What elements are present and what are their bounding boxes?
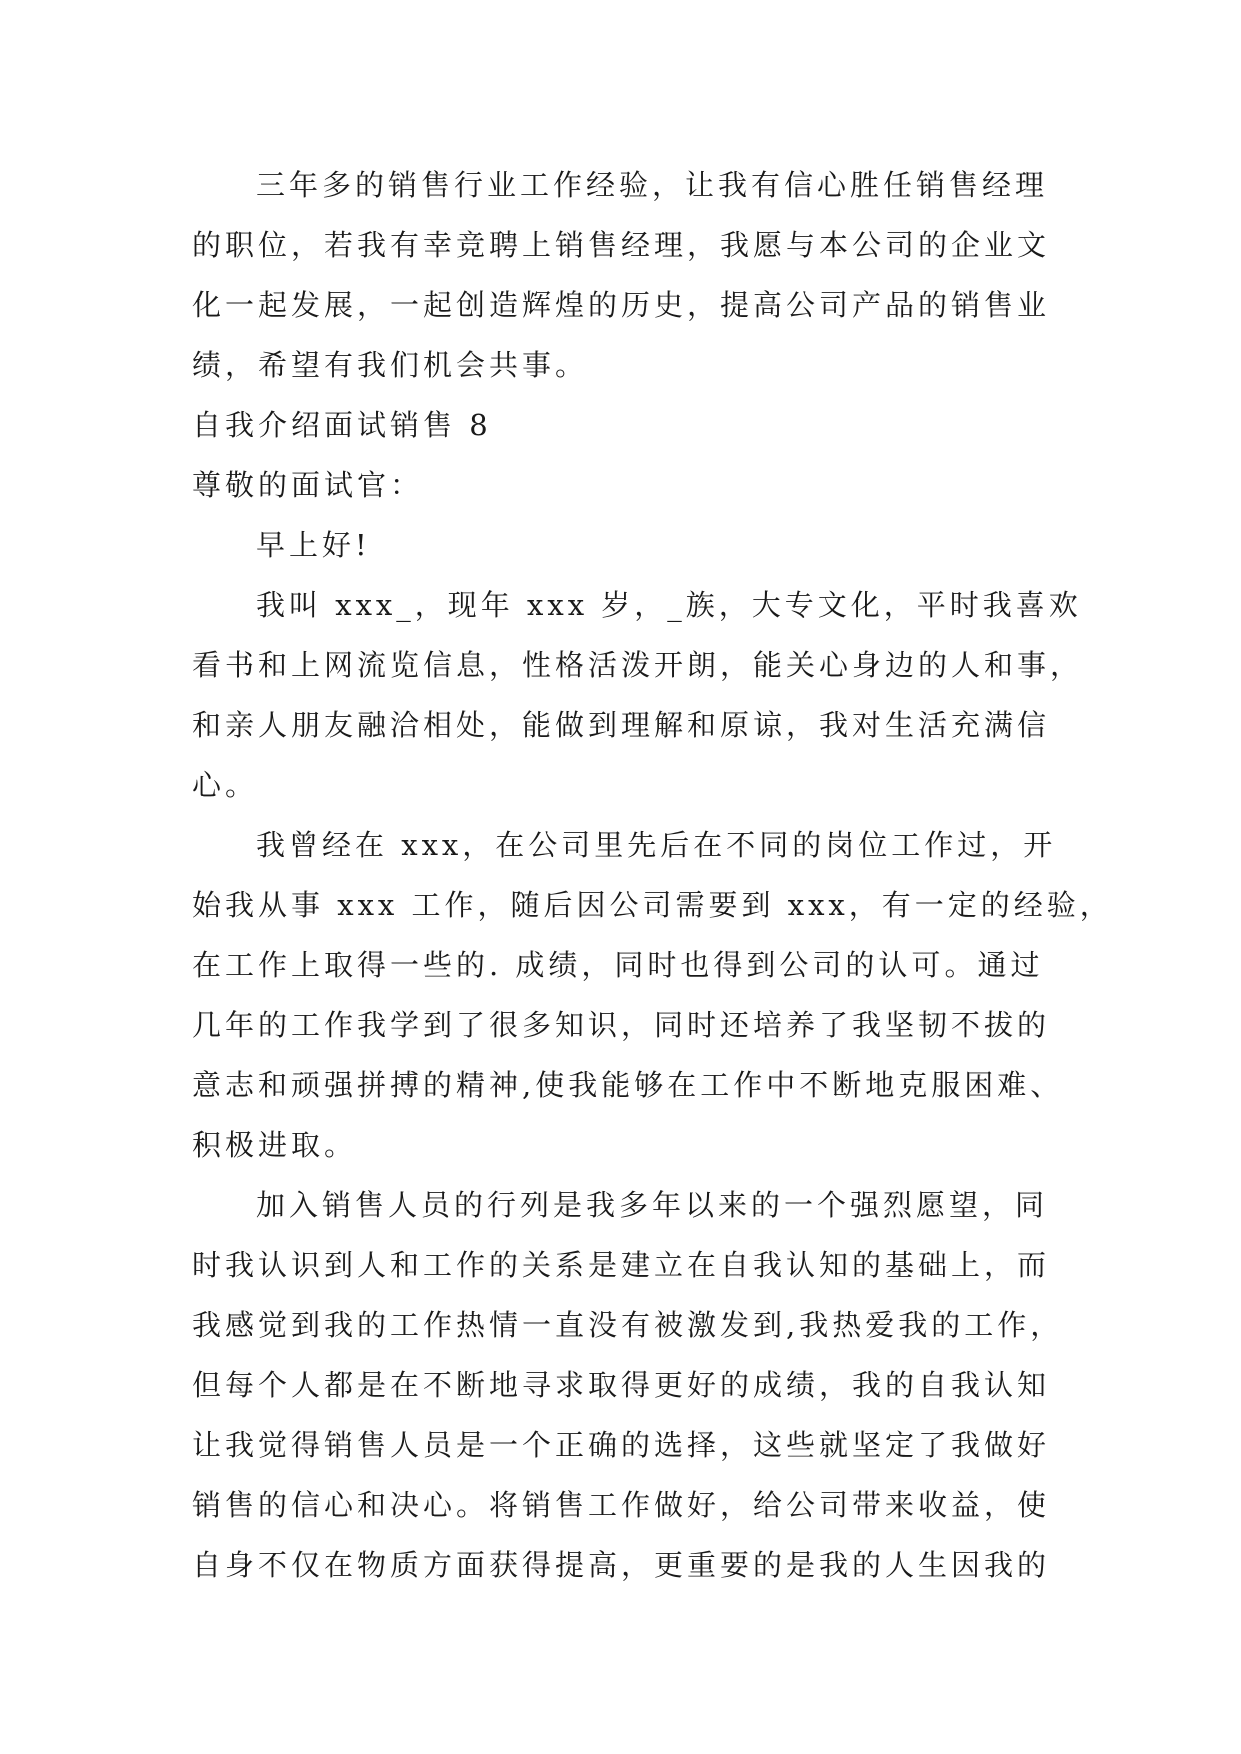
salutation: 尊敬的面试官： (192, 468, 424, 502)
text-line: 看书和上网流览信息，性格活泼开朗，能关心身边的人和事， (192, 648, 1084, 682)
text-line: 和亲人朋友融洽相处，能做到理解和原谅，我对生活充满信 (192, 708, 1051, 742)
document-body (192, 155, 1113, 1595)
paragraph-3 (192, 815, 1113, 1175)
text-line: 心。 (192, 768, 259, 802)
text-line: 意志和顽强拼搏的精神,使我能够在工作中不断地克服困难、 (192, 1068, 1064, 1102)
text-line: 三年多的销售行业工作经验，让我有信心胜任销售经理 (256, 168, 1049, 202)
section-heading: 自我介绍面试销售 8 (192, 408, 492, 442)
text-line: 始我从事 xxx 工作，随后因公司需要到 xxx，有一定的经验， (192, 888, 1113, 922)
text-line: 自身不仅在物质方面获得提高，更重要的是我的人生因我的 (192, 1548, 1051, 1582)
text-line: 化一起发展，一起创造辉煌的历史，提高公司产品的销售业 (192, 288, 1051, 322)
text-line: 时我认识到人和工作的关系是建立在自我认知的基础上，而 (192, 1248, 1051, 1282)
text-line: 几年的工作我学到了很多知识，同时还培养了我坚韧不拔的 (192, 1008, 1051, 1042)
text-line: 我曾经在 xxx，在公司里先后在不同的岗位工作过，开 (256, 828, 1057, 862)
text-line: 加入销售人员的行列是我多年以来的一个强烈愿望，同 (256, 1188, 1049, 1222)
paragraph-1 (192, 155, 1062, 395)
text-line: 让我觉得销售人员是一个正确的选择，这些就坚定了我做好 (192, 1428, 1051, 1462)
text-line: 的职位，若我有幸竞聘上销售经理，我愿与本公司的企业文 (192, 228, 1051, 262)
text-line: 绩，希望有我们机会共事。 (192, 348, 589, 382)
text-line: 销售的信心和决心。将销售工作做好，给公司带来收益，使 (192, 1488, 1051, 1522)
greeting: 早上好! (256, 528, 371, 562)
paragraph-2 (192, 575, 1084, 815)
text-line: 在工作上取得一些的. 成绩，同时也得到公司的认可。通过 (192, 948, 1044, 982)
text-line: 积极进取。 (192, 1128, 358, 1162)
paragraph-4 (192, 1175, 1062, 1595)
text-line: 我叫 xxx_，现年 xxx 岁，_族，大专文化，平时我喜欢 (256, 588, 1082, 622)
text-line: 我感觉到我的工作热情一直没有被激发到,我热爱我的工作， (192, 1308, 1064, 1342)
text-line: 但每个人都是在不断地寻求取得更好的成绩，我的自我认知 (192, 1368, 1051, 1402)
